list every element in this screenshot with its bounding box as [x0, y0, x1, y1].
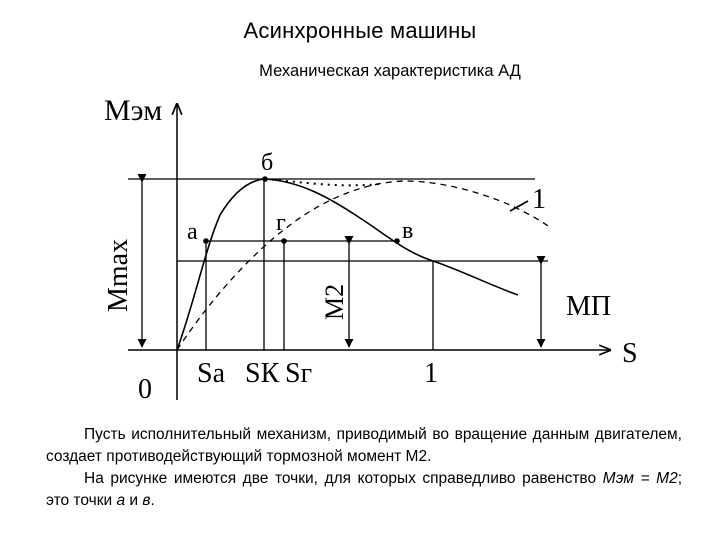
- x-tick-sg: Sг: [285, 358, 313, 389]
- x-axis-label: S: [622, 338, 638, 369]
- y-axis-label: Мэм: [104, 94, 163, 127]
- point-a: [203, 238, 209, 244]
- x-tick-one: 1: [424, 358, 438, 389]
- point-v-label: в: [402, 218, 414, 244]
- paragraph-2-part1: На рисунке имеются две точки, для которых справедливо равенство: [84, 470, 603, 487]
- paragraph-2: [46, 468, 682, 512]
- point-g-label: г: [276, 210, 286, 236]
- mechanical-characteristic-curve: [177, 179, 518, 350]
- x-tick-sa: Sа: [197, 358, 225, 389]
- point-a-ref: а: [116, 492, 126, 509]
- paragraph-2-part2: ; это точки: [46, 470, 683, 509]
- point-b: [262, 176, 268, 182]
- page-subtitle: Механическая характеристика АД: [259, 62, 521, 80]
- paragraph-2-end: .: [150, 492, 155, 509]
- mmax-label: Мmax: [103, 238, 134, 312]
- x-tick-sk: SК: [245, 358, 280, 389]
- m2-label: М2: [320, 283, 349, 320]
- point-g: [281, 238, 287, 244]
- curve-1-label: 1: [532, 184, 546, 215]
- dotted-chord: [265, 179, 380, 185]
- point-v: [394, 238, 400, 244]
- description-text: [46, 424, 682, 512]
- point-b-label: б: [261, 150, 274, 176]
- paragraph-1: Пусть исполнительный механизм, приводимый во вращение данным двигателем, создает противодействующий тормозной момент М2.: [46, 426, 682, 465]
- point-v-ref: в: [142, 492, 151, 509]
- origin-label: 0: [138, 374, 152, 405]
- formula-mem-m2: Мэм = М2: [602, 470, 678, 487]
- mp-label: МП: [566, 291, 612, 322]
- page-title: Асинхронные машины: [243, 18, 477, 43]
- characteristic-curve-1: [177, 181, 548, 350]
- paragraph-2-and: и: [125, 492, 143, 509]
- point-a-label: а: [187, 219, 198, 245]
